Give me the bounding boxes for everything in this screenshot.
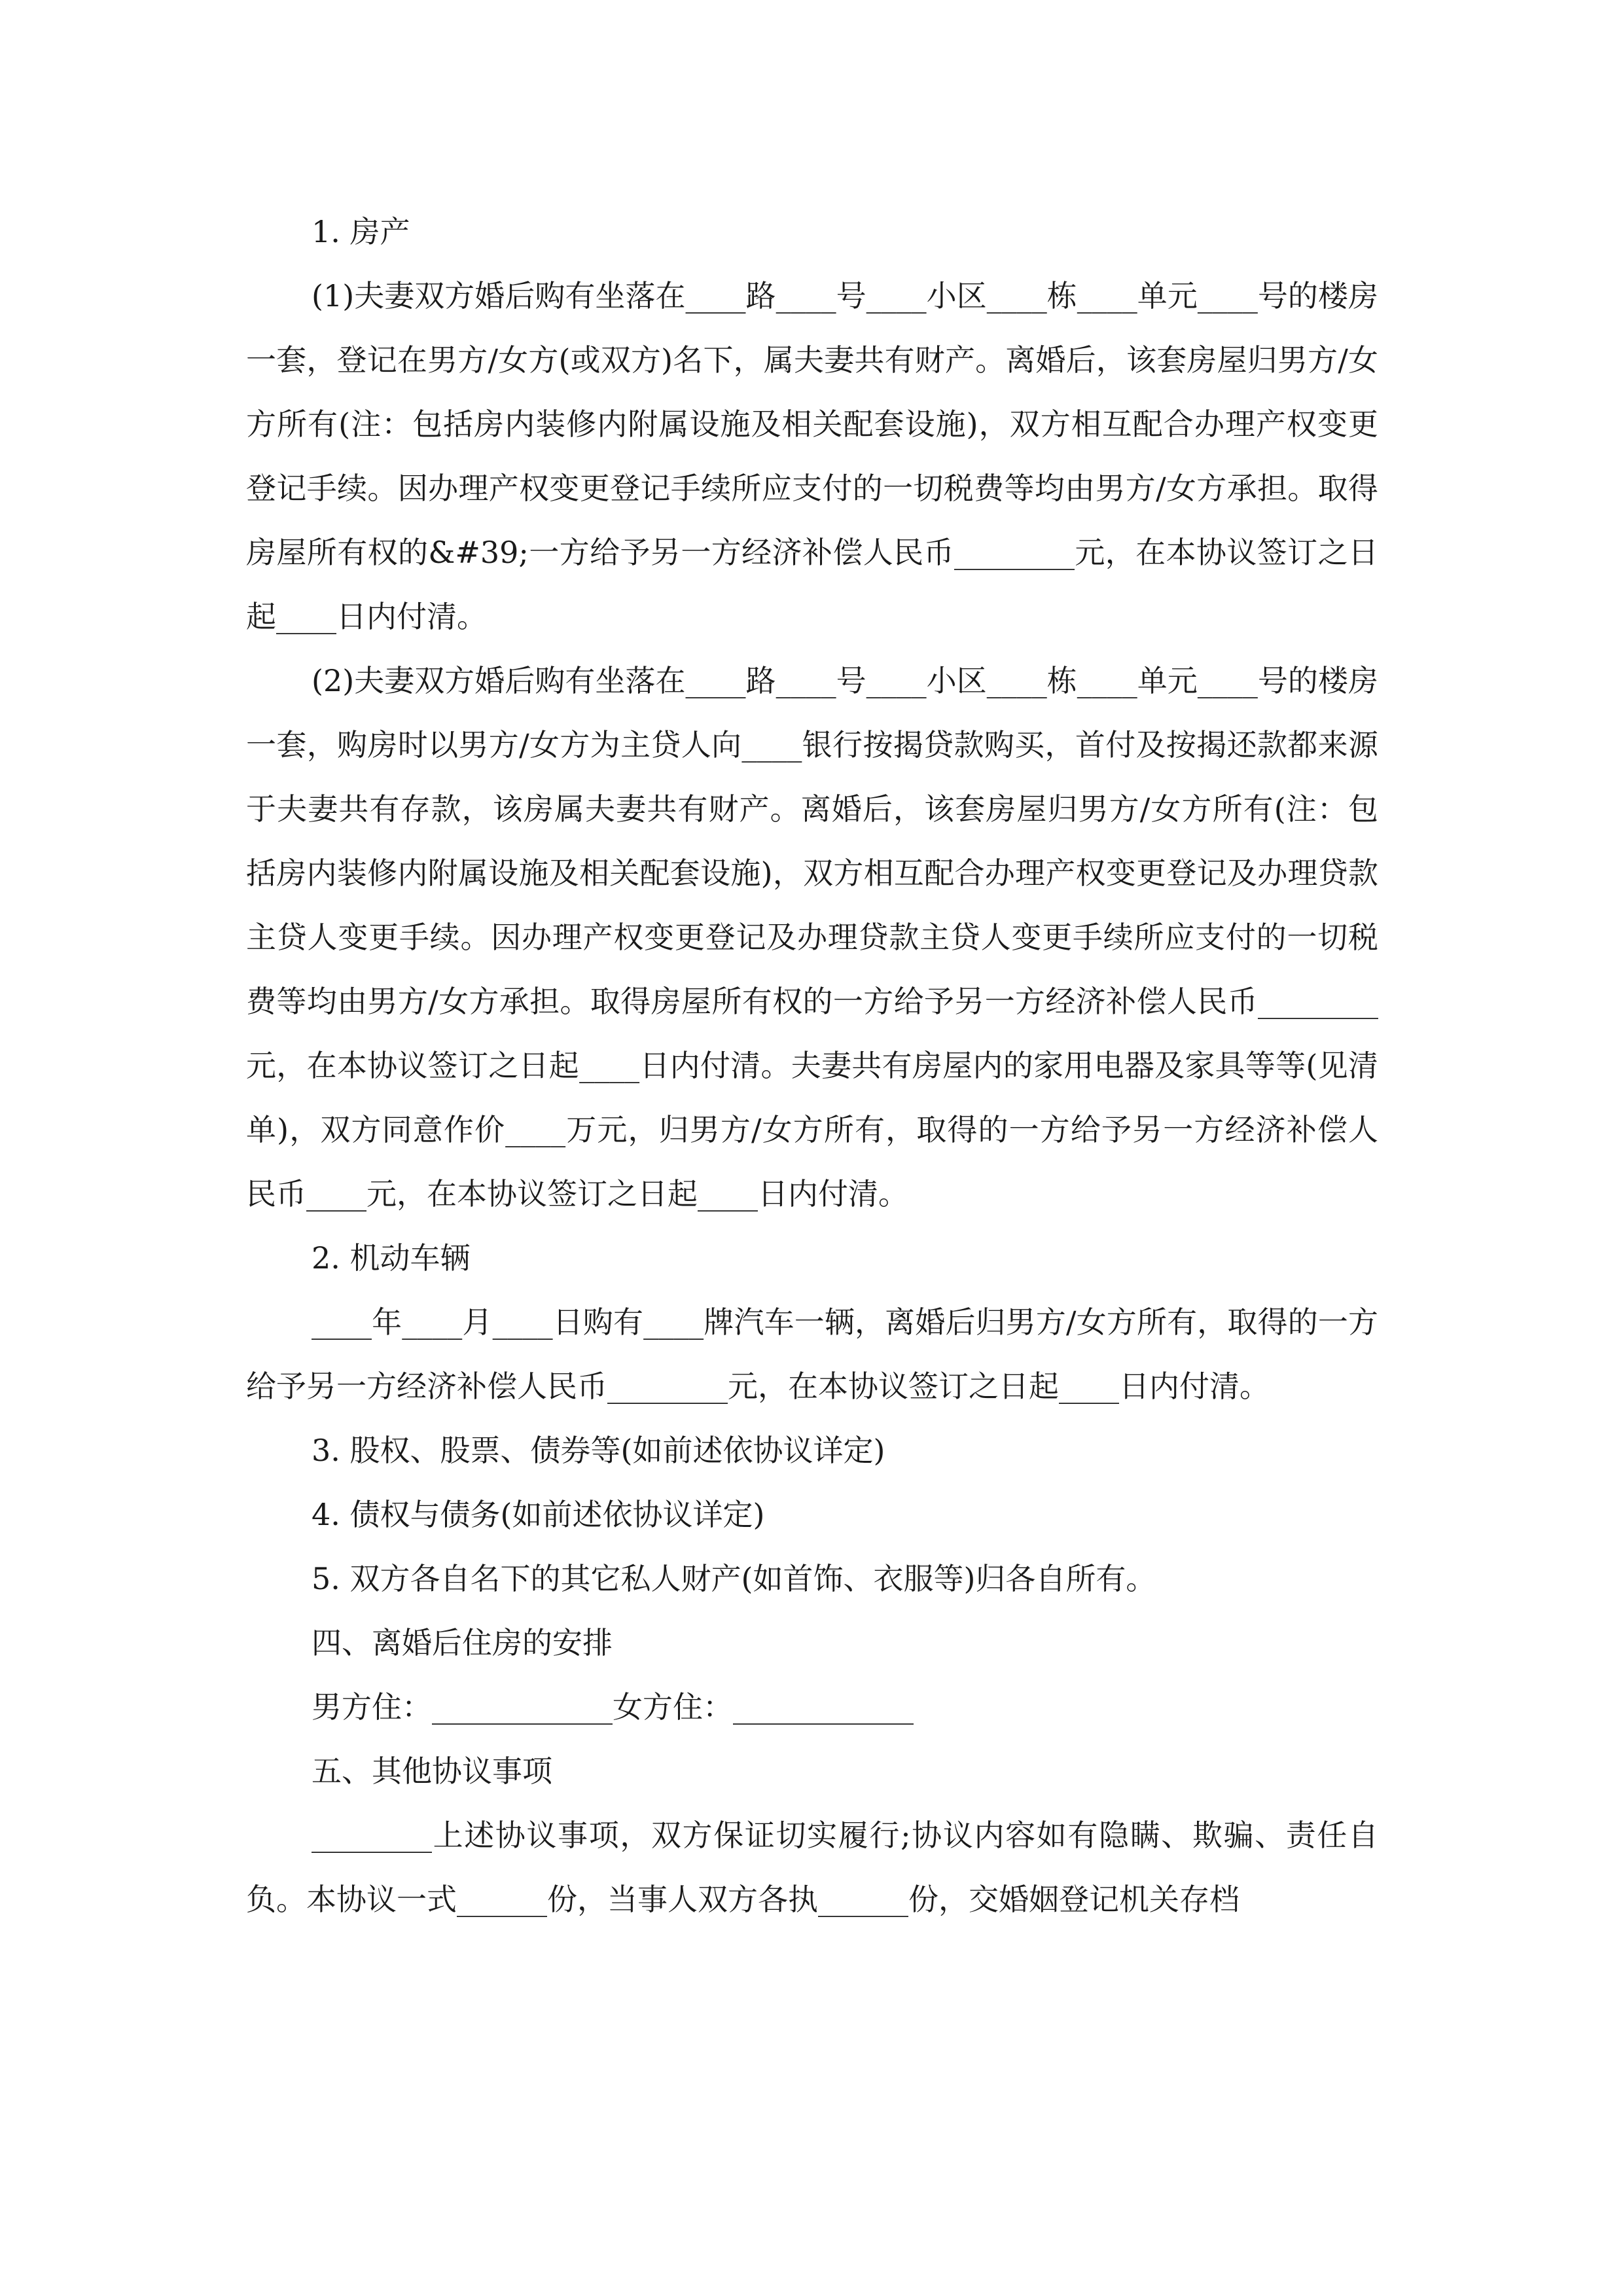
paragraph-vehicle: ____年____月____日购有____牌汽车一辆，离婚后归男方/女方所有，取得的一方给予另一方经济补偿人民币________元，在本协议签订之日起____日内付清。 (246, 1304, 1378, 1404)
section-heading-other: 五、其他协议事项 (312, 1753, 552, 1789)
paragraph-property-2: (2)夫妻双方婚后购有坐落在____路____号____小区____栋____单元____号的楼房一套，购房时以男方/女方为主贷人向____银行按揭贷款购买，首付及按揭还款都来源于夫妻共有存款，该房属夫妻共有财产。离婚后，该套房屋归男方/女方所有(注：包括房内装修内附属设施及相关配套设施)，双方相互配合办理产权变更登记及办理贷款主贷人变更手续。因办理产权变更登记及办理贷款主贷人变更手续所应支付的一切税费等均由男方/女方承担。取得房屋所有权的一方给予另一方经济补偿人民币________元，在本协议签订之日起____日内付清。夫妻共有房屋内的家用电器及家具等等(见清单)，双方同意作价____万元，归男方/女方所有，取得的一方给予另一方经济补偿人民币____元，在本协议签订之日起____日内付清。 (246, 663, 1378, 1211)
item-stocks-bonds: 3. 股权、股票、债券等(如前述依协议详定) (312, 1433, 885, 1468)
section-heading-property: 1. 房产 (312, 214, 410, 249)
document-body (246, 200, 1378, 1931)
section-heading-housing: 四、离婚后住房的安排 (312, 1625, 613, 1660)
paragraph-property-1: (1)夫妻双方婚后购有坐落在____路____号____小区____栋____单元____号的楼房一套，登记在男方/女方(或双方)名下，属夫妻共有财产。离婚后，该套房屋归男方/女方所有(注：包括房内装修内附属设施及相关配套设施)，双方相互配合办理产权变更登记手续。因办理产权变更登记手续所应支付的一切税费等均由男方/女方承担。取得房屋所有权的&#39;一方给予另一方经济补偿人民币________元，在本协议签订之日起____日内付清。 (246, 278, 1378, 634)
item-private-property: 5. 双方各自名下的其它私人财产(如首饰、衣服等)归各自所有。 (312, 1561, 1156, 1596)
paragraph-housing: 男方住：____________女方住：____________ (312, 1689, 914, 1725)
item-claims-debts: 4. 债权与债务(如前述依协议详定) (312, 1497, 765, 1532)
section-heading-vehicle: 2. 机动车辆 (312, 1240, 471, 1276)
paragraph-other: ________上述协议事项，双方保证切实履行;协议内容如有隐瞒、欺骗、责任自负。本协议一式______份，当事人双方各执______份，交婚姻登记机关存档 (246, 1818, 1378, 1917)
